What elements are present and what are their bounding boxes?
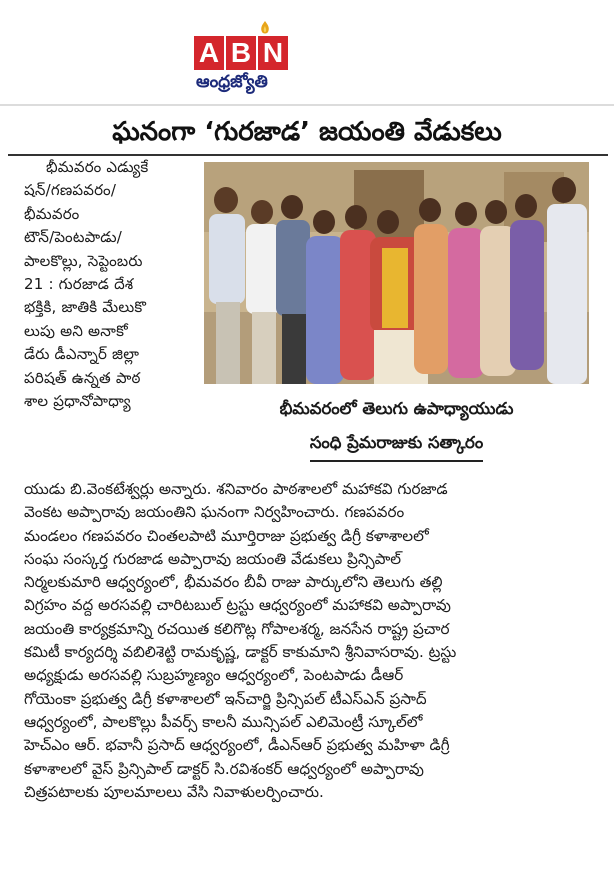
news-photo xyxy=(204,162,589,384)
sub-brand: ఆంధ్రజ్యోతి xyxy=(196,72,268,92)
body-line: కమిటీ కార్యదర్శి వబిలిశెట్టి రామకృష్ణ, డాక్టర్ కాకుమాని శ్రీనివాసరావు. ట్రస్టు xyxy=(24,643,457,662)
body-line: విగ్రహం వద్ద అరసవల్లి చారిటబుల్ ట్రస్టు ఆధ్వర్యంలో మహాకవి అప్పారావు xyxy=(24,596,451,615)
left-column xyxy=(24,156,192,413)
column-line: షన్/గణపవరం/ xyxy=(24,181,117,200)
body-line: నిర్మలకుమారి ఆధ్వర్యంలో, భీమవరం బీవీ రాజు పార్కులోని తెలుగు తల్లి xyxy=(24,573,443,592)
body-line: అధ్యక్షుడు అరసవల్లి సుబ్రహ్మణ్యం ఆధ్వర్యంలో, పెంటపాడు డీఆర్ xyxy=(24,666,404,685)
column-line: భీమవరం ఎడ్యుకే xyxy=(46,158,149,176)
group-photo-illustration xyxy=(204,162,589,384)
body-line: హెచ్ఎం ఆర్. భవానీ ప్రసాద్ ఆధ్వర్యంలో, డీఎన్ఆర్ ప్రభుత్వ మహిళా డిగ్రీ xyxy=(24,736,450,755)
body-line: కళాశాలలో వైస్ ప్రిన్సిపాల్ డాక్టర్ సి.రవిశంకర్ ఆధ్వర్యంలో అప్పారావు xyxy=(24,759,424,778)
column-line: భక్తికి, జాతికి మేలుకొ xyxy=(24,298,147,317)
column-line: పరిషత్ ఉన్నత పాఠ xyxy=(24,368,141,387)
brand-letter: A xyxy=(194,36,224,70)
photo-caption xyxy=(204,392,589,462)
body-line: ఆధ్వర్యంలో, పాలకొల్లు పీవర్స్ కాలనీ మున్సిపల్ ఎలిమెంట్రీ స్కూల్‌లో xyxy=(24,712,423,731)
caption-line-1: భీమవరంలో తెలుగు ఉపాధ్యాయుడు xyxy=(279,399,514,418)
header-divider xyxy=(0,104,614,106)
brand-letter: B xyxy=(226,36,256,70)
body-line: మండలం గణపవరం చింతలపాటి మూర్తిరాజు ప్రభుత్వ డిగ్రీ కళాశాలలో xyxy=(24,526,429,545)
body-line: చిత్రపటాలకు పూలమాలలు వేసి నివాళులర్పించారు. xyxy=(24,782,324,801)
column-line: లుపు అని అనాకో xyxy=(24,321,128,340)
column-line: శాల ప్రధానోపాధ్యా xyxy=(24,392,131,411)
caption-line-2: సంధి ప్రేమరాజుకు సత్కారం xyxy=(310,426,483,462)
body-line: గోయెంకా ప్రభుత్వ డిగ్రీ కళాశాలలో ఇన్‌చార్జి ప్రిన్సిపల్ టీఎస్ఎన్ ప్రసాద్ xyxy=(24,689,427,708)
body-line: వెంకట అప్పారావు జయంతిని ఘనంగా నిర్వహించారు. గణపవరం xyxy=(24,503,405,522)
body-line: జయంతి కార్యక్రమాన్ని రచయిత కలిగొట్ల గోపాలశర్మ, జనసేన రాష్ట్ర ప్రచార xyxy=(24,619,450,638)
flame-icon xyxy=(256,20,274,36)
column-line: టౌన్/పెంటపాడు/ xyxy=(24,228,123,247)
masthead xyxy=(0,0,614,104)
column-line: భీమవరం xyxy=(24,204,80,223)
body-line: సంఘ సంస్కర్త గురజాడ అప్పారావు జయంతి వేడుకలు ప్రిన్సిపాల్ xyxy=(24,549,402,568)
column-line: డేరు డీఎన్నార్ జిల్లా xyxy=(24,345,140,364)
abn-andhrajyothy-logo[interactable] xyxy=(194,18,294,98)
column-line: పాలకొల్లు, సెప్టెంబరు xyxy=(24,251,143,270)
article-body xyxy=(24,478,590,804)
column-line: 21 : గురజాడ దేశ xyxy=(24,275,134,294)
brand-letter: N xyxy=(258,36,288,70)
body-line: యుడు బి.వెంకటేశ్వర్లు అన్నారు. శనివారం పాఠశాలలో మహాకవి గురజాడ xyxy=(24,480,448,498)
brand-letters xyxy=(194,36,288,70)
headline: ఘనంగా ‘గురజాడ’ జయంతి వేడుకలు xyxy=(112,117,502,147)
